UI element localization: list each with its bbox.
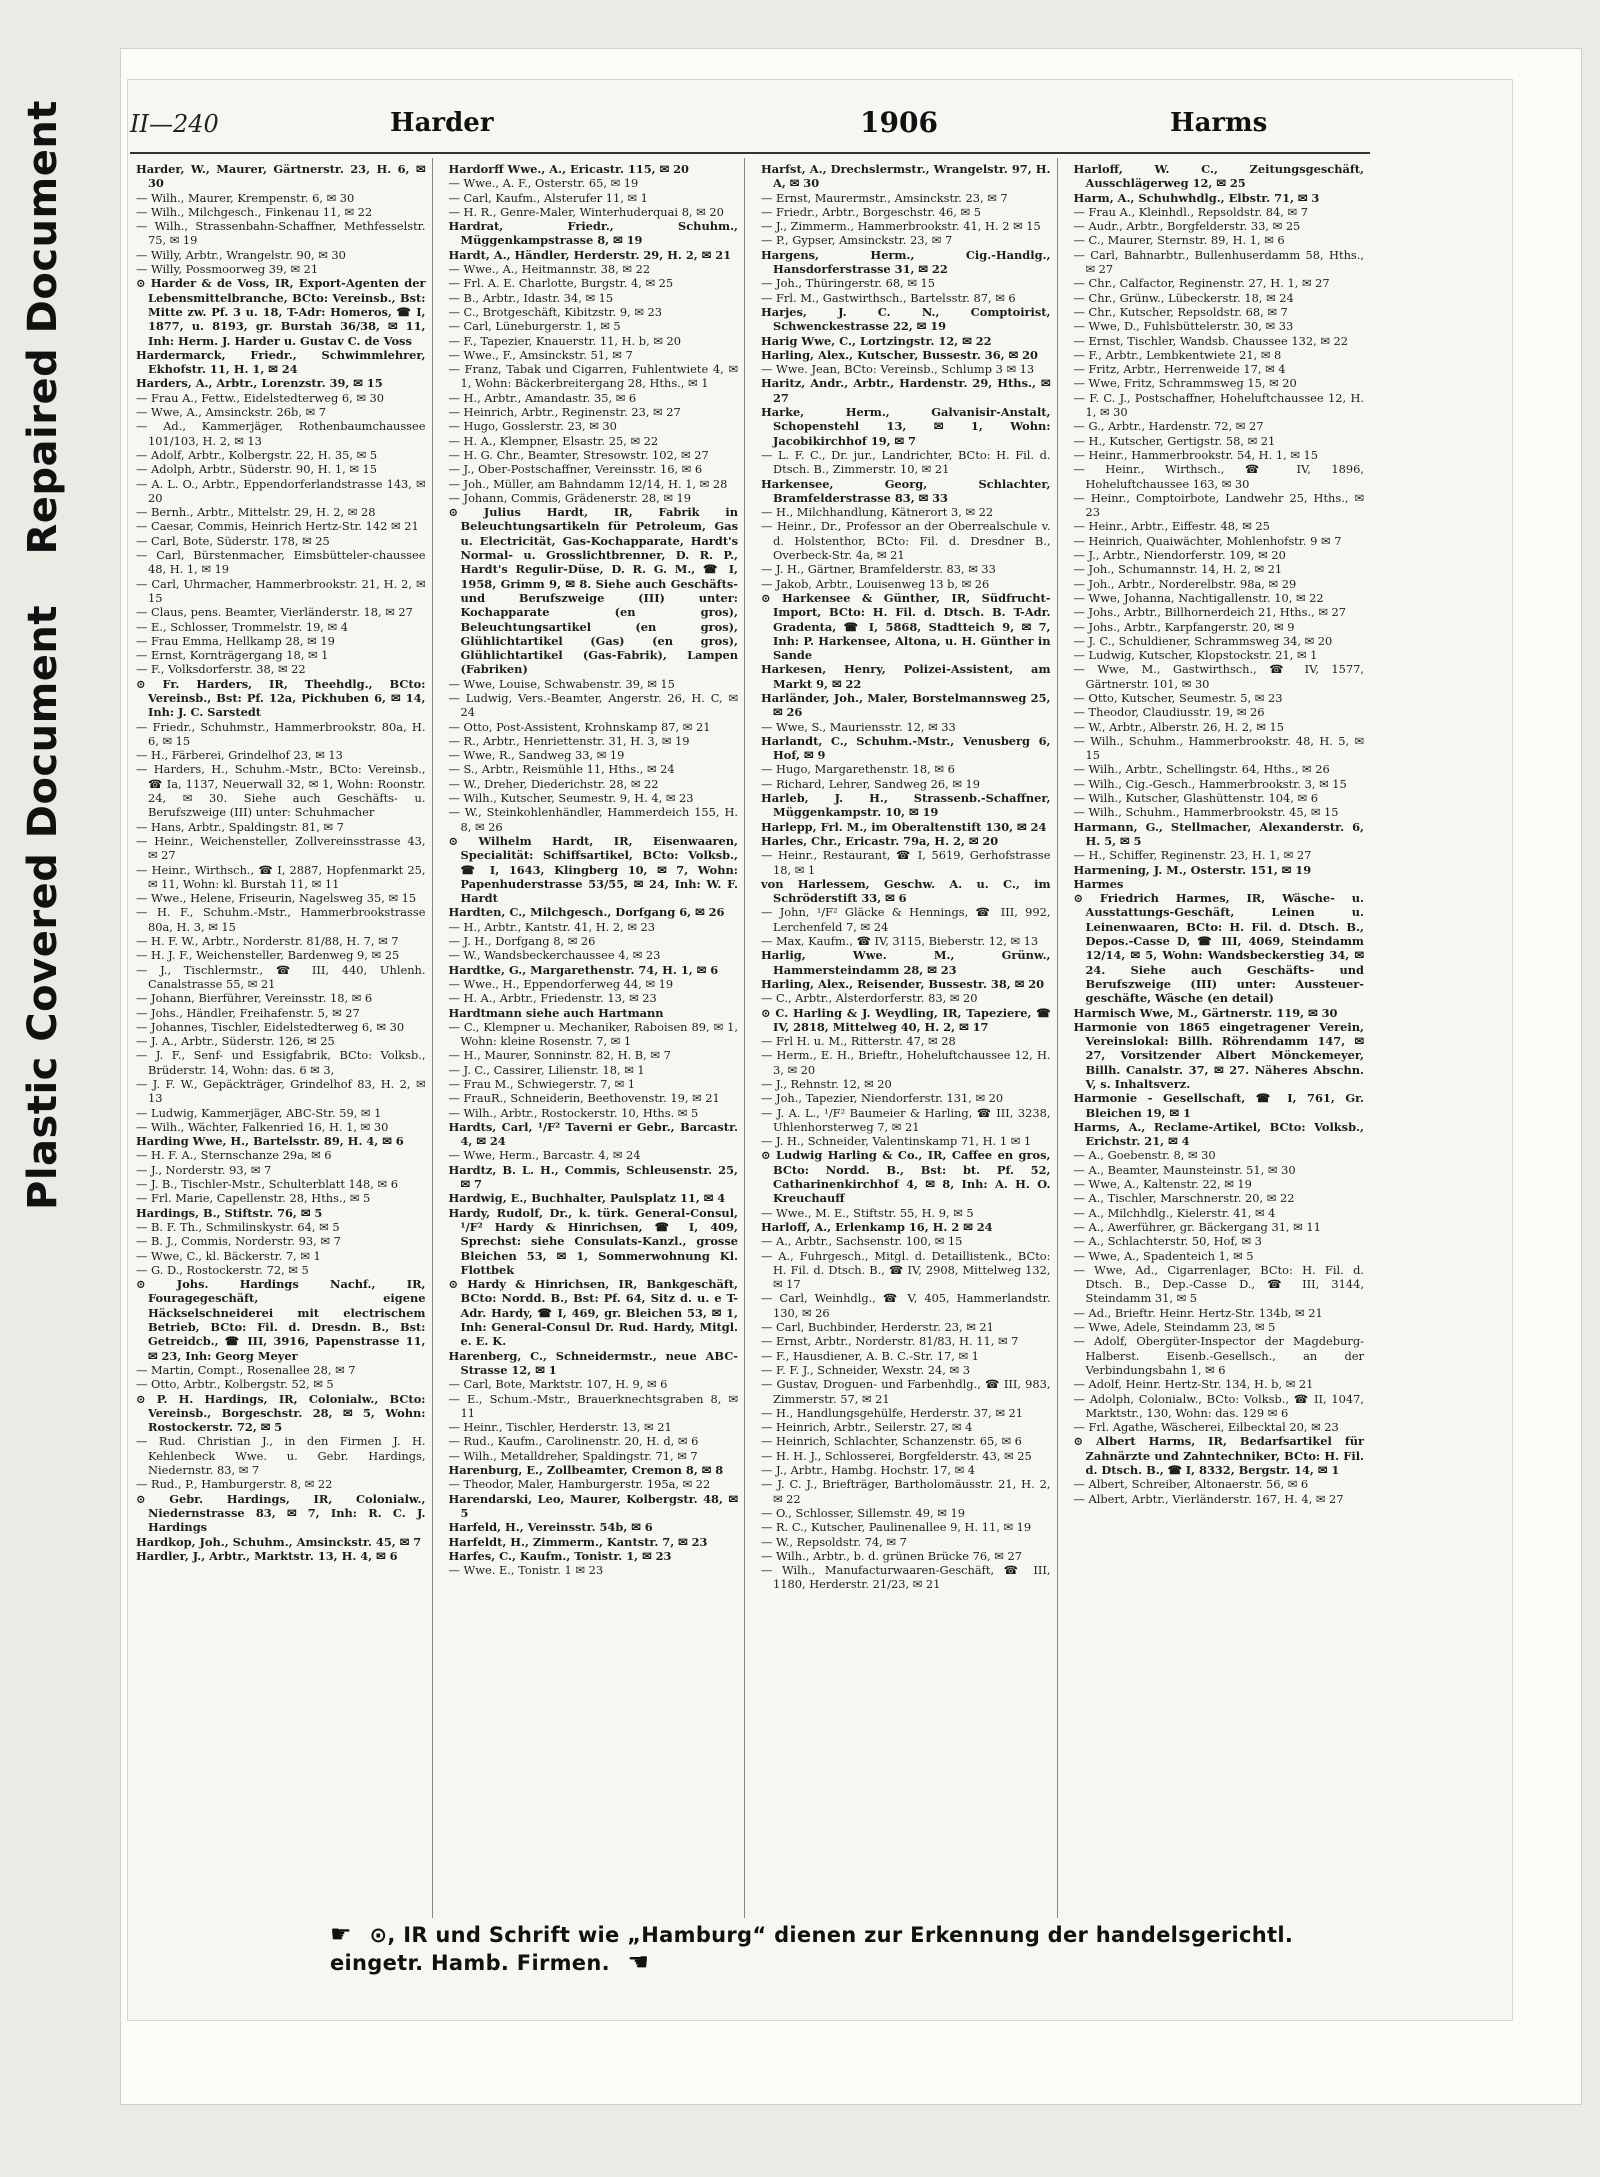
directory-entry: — Wwe., H., Eppendorferweg 44, ✉ 19	[448, 976, 674, 991]
directory-entry: — Wilh., Kutscher, Glashüttenstr. 104, ✉ 6	[1073, 791, 1318, 806]
directory-entry: — Johs., Arbtr., Karpfangerstr. 20, ✉ 9	[1073, 619, 1295, 634]
directory-entry: — H., Milchhandlung, Kätnerort 3, ✉ 22	[761, 505, 994, 520]
directory-entry: — Herm., E. H., Brieftr., Hoheluftchaussee 12, H. 3, ✉ 20	[761, 1048, 1051, 1077]
directory-entry: — J., Rehnstr. 12, ✉ 20	[761, 1077, 892, 1091]
guide-word-left: Harder	[390, 108, 494, 138]
directory-entry: — Wwe. Jean, BCto: Vereinsb., Schlump 3 ✉ 13	[761, 362, 1035, 377]
directory-entry: — Adolf, Obergüter-Inspector der Magdeburg-Halberst. Eisenb.-Gesellsch., an der Verbindungsbahn 1, ✉ 6	[1073, 1334, 1364, 1377]
directory-entry: — Wwe, C., kl. Bäckerstr. 7, ✉ 1	[136, 1248, 321, 1263]
directory-entry: Harmonie von 1865 eingetragener Verein, Vereinslokal: Billh. Röhrendamm 147, ✉ 27, Vorsitzender Albert Mönckemeyer, Billh. Canalstr. 37, ✉ 27. Näheres Abschn. V, s. Inhaltsverz.	[1073, 1019, 1364, 1091]
directory-entry: — Heinr., Weichensteller, Zollvereinsstrasse 43, ✉ 27	[136, 833, 426, 863]
directory-entry: — Joh., Schumannstr. 14, H. 2, ✉ 21	[1073, 562, 1283, 577]
directory-entry: — H., Kutscher, Gertigstr. 58, ✉ 21	[1073, 433, 1276, 448]
directory-entry: — R., Arbtr., Henriettenstr. 31, H. 3, ✉ 19	[448, 733, 690, 748]
directory-entry: — H., Schiffer, Reginenstr. 23, H. 1, ✉ 27	[1073, 848, 1312, 863]
guide-word-right: Harms	[1170, 108, 1268, 138]
directory-entry: — Wilh., Schuhm., Hammerbrookstr. 45, ✉ 15	[1073, 805, 1339, 820]
directory-entry: — Wwe, A., Spadenteich 1, ✉ 5	[1073, 1248, 1254, 1263]
directory-entry: Harig Wwe, C., Lortzingstr. 12, ✉ 22	[761, 333, 992, 348]
directory-entry: — Theodor, Maler, Hamburgerstr. 195a, ✉ 22	[448, 1477, 711, 1492]
page-number: II—240	[130, 110, 219, 138]
directory-entry: — Heinr., Comptoirbote, Landwehr 25, Hths., ✉ 23	[1073, 490, 1364, 520]
directory-entry: Hardler, J., Arbtr., Marktstr. 13, H. 4, ✉ 6	[136, 1548, 398, 1563]
directory-entry: Hardwig, E., Buchhalter, Paulsplatz 11, ✉ 4	[448, 1191, 726, 1206]
directory-entry: — Wwe., Helene, Friseurin, Nagelsweg 35, ✉ 15	[136, 891, 417, 906]
directory-entry: Harjes, J. C. N., Comptoirist, Schwenckestrasse 22, ✉ 19	[761, 304, 1051, 334]
directory-entry: — F. F. J., Schneider, Wexstr. 24, ✉ 3	[761, 1362, 970, 1377]
directory-entry: — H. A., Arbtr., Friedenstr. 13, ✉ 23	[448, 991, 657, 1006]
footer-note: ⊙, IR und Schrift wie „Hamburg“ dienen zur Erkennung der handelsgerichtl. eingetr. Hamb. Firmen.	[330, 1923, 1294, 1975]
directory-entry: — H., Maurer, Sonninstr. 82, H. B, ✉ 7	[448, 1048, 671, 1063]
directory-entry: — F., Hausdiener, A. B. C.-Str. 17, ✉ 1	[761, 1348, 979, 1363]
directory-entry: — Joh., Tapezier, Niendorferstr. 131, ✉ 20	[761, 1091, 1004, 1106]
directory-entry: Harmonie - Gesellschaft, ☎ I, 761, Gr. Bleichen 19, ✉ 1	[1073, 1091, 1364, 1120]
column-4	[1068, 158, 1371, 1918]
directory-entry: Hardt, A., Händler, Herderstr. 29, H. 2, ✉ 21	[448, 247, 732, 262]
directory-entry: — J. C., Schuldiener, Schrammsweg 34, ✉ 20	[1073, 633, 1333, 648]
directory-entry: — Ernst, Maurermstr., Amsinckstr. 23, ✉ 7	[761, 190, 1008, 205]
directory-entry: — Willy, Possmoorweg 39, ✉ 21	[136, 262, 319, 277]
directory-entry: Harmisch Wwe, M., Gärtnerstr. 119, ✉ 30	[1073, 1005, 1338, 1020]
directory-entry: Harlig, Wwe. M., Grünw., Hammersteindamm 28, ✉ 23	[761, 948, 1051, 977]
directory-entry: — Wilh., Arbtr., b. d. grünen Brücke 76, ✉ 27	[761, 1548, 1022, 1563]
directory-entry: — Heinrich, Arbtr., Seilerstr. 27, ✉ 4	[761, 1420, 973, 1435]
directory-entry: — A., Schlachterstr. 50, Hof, ✉ 3	[1073, 1234, 1262, 1249]
directory-entry: — A., Awerführer, gr. Bäckergang 31, ✉ 11	[1073, 1219, 1321, 1234]
directory-entry: — Carl, Kaufm., Alsterufer 11, ✉ 1	[448, 190, 648, 205]
directory-entry: — W., Steinkohlenhändler, Hammerdeich 155, H. 8, ✉ 26	[448, 805, 738, 834]
directory-entry: — H. A., Klempner, Elsastr. 25, ✉ 22	[448, 433, 659, 448]
directory-entry: — Wilh., Milchgesch., Finkenau 11, ✉ 22	[136, 204, 373, 219]
directory-entry: — Wilh., Manufacturwaaren-Geschäft, ☎ III, 1180, Herderstr. 21/23, ✉ 21	[761, 1563, 1051, 1592]
page-header	[130, 96, 1370, 154]
directory-entry: — Wilh., Strassenbahn-Schaffner, Methfesselstr. 75, ✉ 19	[136, 219, 426, 248]
directory-entry: Harder, W., Maurer, Gärtnerstr. 23, H. 6, ✉ 30	[136, 162, 426, 191]
directory-entry: — Frau A., Fettw., Eidelstedterweg 6, ✉ 30	[136, 390, 385, 405]
directory-entry: — Heinrich, Schlachter, Schanzenstr. 65, ✉ 6	[761, 1434, 1022, 1449]
directory-entry: ⊙ Friedrich Harmes, IR, Wäsche- u. Ausstattungs-Geschäft, Leinen u. Leinenwaaren, BCto: H. Fil. d. Dtsch. B., Depos.-Casse D, ☎ III, 4069, Steindamm 12/14, ✉ 5, Wohn: Wandsbeckerstieg 34, ✉ 24. Siehe auch Geschäfts- und Berufszweige (III) unter: Aussteuer-geschäfte, Wäsche (en detail)	[1073, 891, 1364, 1006]
directory-entry: — Wilh., Arbtr., Rostockerstr. 10, Hths. ✉ 5	[448, 1105, 699, 1120]
directory-entry: — Carl, Bahnarbtr., Bullenhuserdamm 58, Hths., ✉ 27	[1073, 247, 1364, 277]
directory-entry: — Ad., Kammerjäger, Rothenbaumchaussee 101/103, H. 2, ✉ 13	[136, 419, 426, 448]
column-1	[130, 158, 433, 1918]
directory-entry: — Carl, Buchbinder, Herderstr. 23, ✉ 21	[761, 1320, 994, 1335]
directory-entry: — Carl, Lüneburgerstr. 1, ✉ 5	[448, 319, 621, 334]
directory-entry: — Wwe. E., Tonistr. 1 ✉ 23	[448, 1563, 604, 1578]
directory-entry: — Carl, Bürstenmacher, Eimsbütteler-chaussee 48, H. 1, ✉ 19	[136, 548, 426, 577]
directory-entry: — J., Arbtr., Niendorferstr. 109, ✉ 20	[1073, 548, 1286, 563]
directory-entry: Harloff, A., Erlenkamp 16, H. 2 ✉ 24	[761, 1219, 993, 1234]
directory-entry: — O., Schlosser, Sillemstr. 49, ✉ 19	[761, 1505, 965, 1520]
column-3	[755, 158, 1058, 1918]
directory-entry: — Ad., Brieftr. Heinr. Hertz-Str. 134b, ✉ 21	[1073, 1305, 1323, 1320]
directory-entry: — Wwe, A., Kaltenstr. 22, ✉ 19	[1073, 1177, 1252, 1192]
directory-entry: — Johannes, Tischler, Eidelstedterweg 6, ✉ 30	[136, 1019, 405, 1034]
directory-entry: — W., Repsoldstr. 74, ✉ 7	[761, 1534, 907, 1549]
directory-entry: — W., Arbtr., Alberstr. 26, H. 2, ✉ 15	[1073, 719, 1284, 734]
directory-entry: Harmes	[1073, 876, 1124, 891]
side-label-repaired: Repaired Document	[20, 100, 66, 555]
directory-entry: — Johs., Arbtr., Billhornerdeich 21, Hths., ✉ 27	[1073, 605, 1346, 620]
side-label-plastic: Plastic Covered Document	[20, 604, 66, 1210]
directory-entry: ⊙ Harkensee & Günther, IR, Südfrucht-Import, BCto: H. Fil. d. Dtsch. B. T-Adr. Gradenta, ☎ I, 5868, Stadtteich 9, ✉ 7, Inh: P. Harkensee, Altona, u. H. Günther in Sande	[761, 590, 1051, 663]
directory-entry: ⊙ Julius Hardt, IR, Fabrik in Beleuchtungsartikeln für Petroleum, Gas u. Electricität, Gas-Kochapparate, Hardt's Normal- u. Grosslichtbrenner, D. R. P., Hardt's Regulir-Düse, D. R. G. M., ☎ I, 1958, Grimm 9, ✉ 8. Siehe auch Geschäfts- und Berufszweige (III) unter: Kochapparate (en gros), Beleuchtungsartikel (en gros), Glühlichtartikel (Gas) (en gros), Glühlichtartikel (Gas-Fabrik), Lampen (Fabriken)	[448, 505, 738, 677]
directory-entry: Harmening, J. M., Osterstr. 151, ✉ 19	[1073, 862, 1312, 877]
page-footer	[330, 1920, 1380, 1976]
directory-entry: — A., Milchhdlg., Kielerstr. 41, ✉ 4	[1073, 1205, 1276, 1220]
directory-entry: — Chr., Calfactor, Reginenstr. 27, H. 1, ✉ 27	[1073, 276, 1330, 291]
directory-entry: — E., Schum.-Mstr., Brauerknechtsgraben 8, ✉ 11	[448, 1391, 738, 1420]
directory-entry: — A., Arbtr., Sachsenstr. 100, ✉ 15	[761, 1234, 963, 1249]
pointing-hand-right-icon: ☚	[627, 1948, 650, 1976]
directory-entry: — Adolph, Arbtr., Süderstr. 90, H. 1, ✉ 15	[136, 462, 378, 477]
column-2	[443, 158, 746, 1918]
directory-entry: — Friedr., Schuhmstr., Hammerbrookstr. 80a, H. 6, ✉ 15	[136, 719, 426, 748]
directory-entry: von Harlessem, Geschw. A. u. C., im Schröderstift 33, ✉ 6	[761, 876, 1051, 906]
directory-entry: — J. F., Senf- und Essigfabrik, BCto: Volksb., Brüderstr. 14, Wohn: das. 6 ✉ 3,	[136, 1048, 426, 1077]
directory-entry: — Wwe, R., Sandweg 33, ✉ 19	[448, 748, 625, 763]
directory-entry: — Wwe, Adele, Steindamm 23, ✉ 5	[1073, 1320, 1276, 1335]
directory-entry: — Wwe, D., Fuhlsbüttelerstr. 30, ✉ 33	[1073, 319, 1294, 334]
directory-entry: — H. J. F., Weichensteller, Bardenweg 9, ✉ 25	[136, 948, 400, 963]
directory-entry: — Franz, Tabak und Cigarren, Fuhlentwiete 4, ✉ 1, Wohn: Bäckerbreitergang 28, Hths., ✉ 1	[448, 362, 738, 391]
directory-entry: — H. G. Chr., Beamter, Stresowstr. 102, ✉ 27	[448, 447, 709, 462]
directory-entry: — Heinrich, Quaiwächter, Mohlenhofstr. 9 ✉ 7	[1073, 533, 1342, 548]
directory-entry: — Willy, Arbtr., Wrangelstr. 90, ✉ 30	[136, 247, 346, 262]
directory-entry: Harders, A., Arbtr., Lorenzstr. 39, ✉ 15	[136, 376, 383, 391]
directory-entry: — Wwe., A., Heitmannstr. 38, ✉ 22	[448, 262, 651, 277]
directory-entry: — Friedr., Arbtr., Borgeschstr. 46, ✉ 5	[761, 204, 981, 219]
directory-entry: Hardten, C., Milchgesch., Dorfgang 6, ✉ 26	[448, 905, 725, 920]
directory-entry: — J. H., Gärtner, Bramfelderstr. 83, ✉ 33	[761, 562, 996, 577]
directory-entry: Hardtz, B. L. H., Commis, Schleusenstr. 25, ✉ 7	[448, 1162, 738, 1192]
directory-entry: — J., Norderstr. 93, ✉ 7	[136, 1162, 272, 1177]
directory-entry: — Chr., Grünw., Lübeckerstr. 18, ✉ 24	[1073, 290, 1294, 305]
directory-entry: — Adolf, Arbtr., Kolbergstr. 22, H. 35, ✉ 5	[136, 447, 378, 462]
directory-entry: — Audr., Arbtr., Borgfelderstr. 33, ✉ 25	[1073, 219, 1301, 234]
side-label	[20, 100, 100, 1230]
directory-entry: — Hugo, Margarethenstr. 18, ✉ 6	[761, 762, 955, 777]
directory-entry: — Wwe., A. F., Osterstr. 65, ✉ 19	[448, 176, 639, 191]
directory-entry: Hardrat, Friedr., Schuhm., Müggenkampstrasse 8, ✉ 19	[448, 219, 738, 248]
directory-entry: — Wwe, M., Gastwirthsch., ☎ IV, 1577, Gärtnerstr. 101, ✉ 30	[1073, 662, 1364, 691]
directory-entry: — J., Ober-Postschaffner, Vereinsstr. 16, ✉ 6	[448, 462, 703, 477]
directory-entry: Harlandt, C., Schuhm.-Mstr., Venusberg 6, Hof, ✉ 9	[761, 733, 1051, 763]
directory-entry: — Johann, Bierführer, Vereinsstr. 18, ✉ 6	[136, 991, 373, 1006]
year: 1906	[860, 106, 938, 139]
directory-entry: — Heinrich, Arbtr., Reginenstr. 23, ✉ 27	[448, 405, 681, 420]
directory-entry: Harleb, J. H., Strassenb.-Schaffner, Müggenkampstr. 10, ✉ 19	[761, 791, 1051, 820]
directory-entry: — Fritz, Arbtr., Herrenweide 17, ✉ 4	[1073, 362, 1286, 377]
directory-entry: — B., Arbtr., Idastr. 34, ✉ 15	[448, 290, 614, 305]
directory-entry: — Adolph, Colonialw., BCto: Volksb., ☎ II, 1047, Marktstr., 130, Wohn: das. 129 ✉ 6	[1073, 1391, 1364, 1420]
directory-entry: — G. D., Rostockerstr. 72, ✉ 5	[136, 1262, 309, 1277]
directory-entry: — Max, Kaufm., ☎ IV, 3115, Bieberstr. 12, ✉ 13	[761, 934, 1039, 949]
directory-entry: — J. C., Cassirer, Lilienstr. 18, ✉ 1	[448, 1062, 645, 1077]
directory-entry: — Ernst, Kornträgergang 18, ✉ 1	[136, 648, 329, 663]
directory-entry: ⊙ C. Harling & J. Weydling, IR, Tapeziere, ☎ IV, 2818, Mittelweg 40, H. 2, ✉ 17	[761, 1005, 1051, 1034]
directory-entry: — Albert, Arbtr., Vierländerstr. 167, H. 4, ✉ 27	[1073, 1491, 1344, 1506]
directory-entry: — Caesar, Commis, Heinrich Hertz-Str. 142 ✉ 21	[136, 519, 419, 534]
directory-entry: ⊙ Fr. Harders, IR, Theehdlg., BCto: Vereinsb., Bst: Pf. 12a, Pickhuben 6, ✉ 14, Inh: J. C. Sarstedt	[136, 676, 426, 720]
directory-entry: — Chr., Kutscher, Repsoldstr. 68, ✉ 7	[1073, 304, 1288, 319]
directory-entry: ⊙ Albert Harms, IR, Bedarfsartikel für Zahnärzte und Zahntechniker, BCto: H. Fil. d. Dtsch. B., ☎ I, 8332, Bergstr. 14, ✉ 1	[1073, 1434, 1364, 1478]
directory-entry: — Frau Emma, Hellkamp 28, ✉ 19	[136, 633, 335, 648]
directory-entry: — C., Brotgeschäft, Kibitzstr. 9, ✉ 23	[448, 304, 663, 319]
directory-entry: — J. A. L., ¹/F² Baumeier & Harling, ☎ III, 3238, Uhlenhorsterweg 7, ✉ 21	[761, 1105, 1051, 1134]
directory-entry: Harfeld, H., Vereinsstr. 54b, ✉ 6	[448, 1520, 653, 1535]
directory-entry: — P., Gypser, Amsinckstr. 23, ✉ 7	[761, 233, 953, 248]
directory-entry: ⊙ Ludwig Harling & Co., IR, Caffee en gros, BCto: Nordd. B., Bst: bt. Pf. 52, Catharinenkirchhof 4, ✉ 8, Inh: A. H. O. Kreuchauff	[761, 1148, 1051, 1206]
directory-entry: — Frl. M., Gastwirthsch., Bartelsstr. 87, ✉ 6	[761, 290, 1016, 305]
directory-entry: Hardy, Rudolf, Dr., k. türk. General-Consul, ¹/F² Hardy & Hinrichsen, ☎ I, 409, Sprechst: siehe Consulats-Kanzl., grosse Bleichen 53, ✉ 1, Sommerwohnung Kl. Flottbek	[448, 1205, 738, 1277]
directory-entry: — F., Arbtr., Lembkentwiete 21, ✉ 8	[1073, 347, 1282, 362]
directory-entry: — Harders, H., Schuhm.-Mstr., BCto: Vereinsb., ☎ Ia, 1137, Neuerwall 32, ✉ 1, Wohn: Roonstr. 24, ✉ 30. Siehe auch Geschäfts- u. Berufszweige (III) unter: Schuhmacher	[136, 762, 426, 820]
directory-entry: — Jakob, Arbtr., Louisenweg 13 b, ✉ 26	[761, 576, 990, 591]
directory-entry: — Ludwig, Kutscher, Klopstockstr. 21, ✉ 1	[1073, 648, 1318, 663]
directory-entry: — Hugo, Gosslerstr. 23, ✉ 30	[448, 419, 617, 434]
directory-entry: Harfes, C., Kaufm., Tonistr. 1, ✉ 23	[448, 1548, 672, 1563]
directory-entry: — Wilh., Maurer, Krempenstr. 6, ✉ 30	[136, 190, 355, 205]
directory-entry: — Joh., Arbtr., Norderelbstr. 98a, ✉ 29	[1073, 576, 1297, 591]
directory-entry: — Ernst, Tischler, Wandsb. Chaussee 132, ✉ 22	[1073, 333, 1349, 348]
directory-entry: — G., Arbtr., Hardenstr. 72, ✉ 27	[1073, 419, 1264, 434]
directory-entry: Harling, Alex., Reisender, Bussestr. 38, ✉ 20	[761, 976, 1045, 991]
directory-entry: — Heinr., Tischler, Herderstr. 13, ✉ 21	[448, 1420, 672, 1435]
directory-entry: Harles, Chr., Ericastr. 79a, H. 2, ✉ 20	[761, 833, 999, 848]
directory-entry: — Joh., Thüringerstr. 68, ✉ 15	[761, 276, 936, 291]
directory-entry: Hardings, B., Stiftstr. 76, ✉ 5	[136, 1205, 323, 1220]
directory-entry: — B. F. Th., Schmilinskystr. 64, ✉ 5	[136, 1219, 340, 1234]
directory-entry: — Martin, Compt., Rosenallee 28, ✉ 7	[136, 1362, 356, 1377]
directory-entry: Harkensee, Georg, Schlachter, Bramfelderstrasse 83, ✉ 33	[761, 476, 1051, 505]
directory-entry: Harländer, Joh., Maler, Borstelmannsweg 25, ✉ 26	[761, 690, 1051, 720]
directory-entry: — H. R., Genre-Maler, Winterhuderquai 8, ✉ 20	[448, 204, 724, 219]
directory-entry: ⊙ Johs. Hardings Nachf., IR, Fouragegeschäft, eigene Häckselschneiderei mit electrischem Betrieb, BCto: Fil. d. Dresdn. B., Bst: Getreidcb., ☎ III, 3916, Papenstrasse 11, ✉ 23, Inh: Georg Meyer	[136, 1277, 426, 1363]
directory-entry: — Wilh., Metalldreher, Spaldingstr. 71, ✉ 7	[448, 1448, 698, 1463]
directory-entry: — Claus, pens. Beamter, Vierländerstr. 18, ✉ 27	[136, 605, 413, 620]
directory-entry: — Rud., Kaufm., Carolinenstr. 20, H. d, ✉ 6	[448, 1434, 699, 1449]
directory-entry: — H., Färberei, Grindelhof 23, ✉ 13	[136, 748, 343, 763]
directory-entry: — Otto, Kutscher, Seumestr. 5, ✉ 23	[1073, 690, 1283, 705]
directory-entry: — W., Wandsbeckerchaussee 4, ✉ 23	[448, 948, 661, 963]
directory-entry: — H. H. J., Schlosserei, Borgfelderstr. 43, ✉ 25	[761, 1448, 1032, 1463]
directory-entry: — Wilh., Schuhm., Hammerbrookstr. 48, H. 5, ✉ 15	[1073, 733, 1364, 763]
directory-entry: — C., Maurer, Sternstr. 89, H. 1, ✉ 6	[1073, 233, 1285, 248]
directory-entry: — Wilh., Kutscher, Seumestr. 9, H. 4, ✉ 23	[448, 791, 694, 806]
directory-entry: — L. F. C., Dr. jur., Landrichter, BCto: H. Fil. d. Dtsch. B., Zimmerstr. 10, ✉ 21	[761, 447, 1051, 477]
directory-entry: — A., Tischler, Marschnerstr. 20, ✉ 22	[1073, 1191, 1295, 1206]
directory-entry: Hardkop, Joh., Schuhm., Amsinckstr. 45, ✉ 7	[136, 1534, 422, 1549]
directory-entry: — H., Handlungsgehülfe, Herderstr. 37, ✉ 21	[761, 1405, 1024, 1420]
directory-entry: — Wwe, S., Mauriensstr. 12, ✉ 33	[761, 719, 956, 734]
directory-entry: — F. C. J., Postschaffner, Hoheluftchaussee 12, H. 1, ✉ 30	[1073, 390, 1364, 420]
directory-entry: — Albert, Schreiber, Altonaerstr. 56, ✉ 6	[1073, 1477, 1309, 1492]
directory-entry: — B. J., Commis, Norderstr. 93, ✉ 7	[136, 1234, 341, 1249]
directory-entry: — Frl. A. E. Charlotte, Burgstr. 4, ✉ 25	[448, 276, 674, 291]
directory-entry: — J., Arbtr., Hambg. Hochstr. 17, ✉ 4	[761, 1463, 976, 1478]
directory-entry: — Joh., Müller, am Bahndamm 12/14, H. 1, ✉ 28	[448, 476, 728, 491]
directory-entry: — Frl. Agathe, Wäscherei, Eilbecktal 20, ✉ 23	[1073, 1420, 1339, 1435]
directory-entry: — Heinr., Hammerbrookstr. 54, H. 1, ✉ 15	[1073, 447, 1319, 462]
directory-entry: — Gustav, Droguen- und Farbenhdlg., ☎ III, 983, Zimmerstr. 57, ✉ 21	[761, 1377, 1051, 1406]
directory-entry: Harfst, A., Drechslermstr., Wrangelstr. 97, H. A, ✉ 30	[761, 162, 1051, 191]
directory-entry: Hardts, Carl, ¹/F² Taverni er Gebr., Barcastr. 4, ✉ 24	[448, 1119, 738, 1149]
directory-entry: — Frau M., Schwiegerstr. 7, ✉ 1	[448, 1077, 636, 1091]
directory-entry: — F., Volksdorferstr. 38, ✉ 22	[136, 662, 306, 677]
directory-entry: — J. H., Schneider, Valentinskamp 71, H. 1 ✉ 1	[761, 1134, 1032, 1149]
directory-entry: — J. A., Arbtr., Süderstr. 126, ✉ 25	[136, 1034, 335, 1049]
directory-entry: — Wwe, Herm., Barcastr. 4, ✉ 24	[448, 1148, 641, 1163]
directory-entry: — J. H., Dorfgang 8, ✉ 26	[448, 934, 596, 949]
directory-entry: Haritz, Andr., Arbtr., Hardenstr. 29, Hths., ✉ 27	[761, 376, 1051, 405]
directory-entry: — Ludwig, Vers.-Beamter, Angerstr. 26, H. C, ✉ 24	[448, 690, 738, 720]
directory-entry: — Wwe, Ad., Cigarrenlager, BCto: H. Fil. d. Dtsch. B., Dep.-Casse D., ☎ III, 3144, Steindamm 31, ✉ 5	[1073, 1262, 1364, 1306]
directory-entry: ⊙ P. H. Hardings, IR, Colonialw., BCto: Vereinsb., Borgeschstr. 28, ✉ 5, Wohn: Rostockerstr. 72, ✉ 5	[136, 1391, 426, 1435]
directory-entry: — H., Arbtr., Kantstr. 41, H. 2, ✉ 23	[448, 919, 656, 934]
directory-entry: — H. F., Schuhm.-Mstr., Hammerbrookstrasse 80a, H. 3, ✉ 15	[136, 905, 426, 934]
directory-entry: — Heinr., Dr., Professor an der Oberrealschule v. d. Holstenthor, BCto: Fil. d. Dresdner B., Overbeck-Str. 4a, ✉ 21	[761, 519, 1051, 563]
directory-entry: Harmann, G., Stellmacher, Alexanderstr. 6, H. 5, ✉ 5	[1073, 819, 1364, 848]
directory-entry: — F., Tapezier, Knauerstr. 11, H. b, ✉ 20	[448, 333, 681, 348]
directory-entry: Harkesen, Henry, Polizei-Assistent, am Markt 9, ✉ 22	[761, 662, 1051, 691]
directory-entry: — Wilh., Wächter, Falkenried 16, H. 1, ✉ 30	[136, 1119, 389, 1134]
pointing-hand-left-icon: ☛	[330, 1920, 352, 1948]
directory-entry: Harenberg, C., Schneidermstr., neue ABC-Strasse 12, ✉ 1	[448, 1348, 738, 1377]
directory-entry: ⊙ Wilhelm Hardt, IR, Eisenwaaren, Specialität: Schiffsartikel, BCto: Volksb., ☎ I, 1643, Klingberg 10, ✉ 7, Wohn: Papenhuderstrasse 53/55, ✉ 24, Inh: W. F. Hardt	[448, 833, 738, 906]
directory-entry: — Wwe, A., Amsinckstr. 26b, ✉ 7	[136, 405, 326, 420]
directory-entry: — A., Beamter, Maunsteinstr. 51, ✉ 30	[1073, 1162, 1296, 1177]
directory-entry: — C., Arbtr., Alsterdorferstr. 83, ✉ 20	[761, 991, 978, 1006]
directory-entry: Harling, Alex., Kutscher, Bussestr. 36, ✉ 20	[761, 347, 1038, 362]
directory-columns	[130, 158, 1370, 1918]
directory-entry: — A., Goebenstr. 8, ✉ 30	[1073, 1148, 1216, 1163]
directory-entry: — A. L. O., Arbtr., Eppendorferlandstrasse 143, ✉ 20	[136, 476, 426, 505]
directory-entry: — Johs., Händler, Freihafenstr. 5, ✉ 27	[136, 1005, 360, 1020]
directory-entry: — H. F. A., Sternschanze 29a, ✉ 6	[136, 1148, 332, 1163]
directory-entry: — Bernh., Arbtr., Mittelstr. 29, H. 2, ✉ 28	[136, 505, 376, 520]
directory-entry: ⊙ Harder & de Voss, IR, Export-Agenten der Lebensmittelbranche, BCto: Vereinsb., Bst: Mitte zw. Pf. 3 u. 18, T-Adr: Homeros, ☎ I, 1877, u. 8193, gr. Burstah 36/38, ✉ 11, Inh: Herm. J. Harder u. Gustav C. de Voss	[136, 276, 426, 348]
directory-entry: — J. F. W., Gepäckträger, Grindelhof 83, H. 2, ✉ 13	[136, 1077, 426, 1106]
directory-entry: — Wilh., Cig.-Gesch., Hammerbrookstr. 3, ✉ 15	[1073, 776, 1347, 791]
directory-entry: ⊙ Gebr. Hardings, IR, Colonialw., Niedernstrasse 83, ✉ 7, Inh: R. C. J. Hardings	[136, 1491, 426, 1535]
directory-entry: — W., Dreher, Diederichstr. 28, ✉ 22	[448, 776, 659, 791]
directory-entry: — Wilh., Arbtr., Schellingstr. 64, Hths., ✉ 26	[1073, 762, 1330, 777]
directory-entry: — Wwe., M. E., Stiftstr. 55, H. 9, ✉ 5	[761, 1205, 974, 1220]
directory-entry: — Adolf, Heinr. Hertz-Str. 134, H. b, ✉ 21	[1073, 1377, 1314, 1392]
directory-entry: — A., Fuhrgesch., Mitgl. d. Detaillistenk., BCto: H. Fil. d. Dtsch. B., ☎ IV, 2908, Mittelweg 132, ✉ 17	[761, 1248, 1051, 1292]
directory-entry: — J., Zimmerm., Hammerbrookstr. 41, H. 2 ✉ 15	[761, 219, 1041, 234]
directory-entry: — H., Arbtr., Amandastr. 35, ✉ 6	[448, 390, 637, 405]
directory-entry: Hardtke, G., Margarethenstr. 74, H. 1, ✉ 6	[448, 962, 719, 977]
directory-entry: Harfeldt, H., Zimmerm., Kantstr. 7, ✉ 23	[448, 1534, 708, 1549]
directory-entry: Harenburg, E., Zollbeamter, Cremon 8, ✉ 8	[448, 1463, 724, 1478]
directory-entry: — Carl, Uhrmacher, Hammerbrookstr. 21, H. 2, ✉ 15	[136, 576, 426, 605]
directory-entry: Harendarski, Leo, Maurer, Kolbergstr. 48, ✉ 5	[448, 1491, 738, 1520]
directory-entry: ⊙ Hardy & Hinrichsen, IR, Bankgeschäft, BCto: Nordd. B., Bst: Pf. 64, Sitz d. u. e T-Adr. Hardy, ☎ I, 469, gr. Bleichen 53, ✉ 1, Inh: General-Consul Dr. Rud. Hardy, Mitgl. e. E. K.	[448, 1277, 738, 1349]
directory-entry: — Johann, Commis, Grädenerstr. 28, ✉ 19	[448, 490, 692, 505]
directory-entry: — Ernst, Arbtr., Norderstr. 81/83, H. 11, ✉ 7	[761, 1334, 1019, 1349]
directory-entry: — Carl, Weinhdlg., ☎ V, 405, Hammerlandstr. 130, ✉ 26	[761, 1291, 1051, 1320]
directory-entry: Hardermarck, Friedr., Schwimmlehrer, Ekhofstr. 11, H. 1, ✉ 24	[136, 347, 426, 377]
directory-entry: — Theodor, Claudiusstr. 19, ✉ 26	[1073, 705, 1265, 720]
directory-entry: — J., Tischlermstr., ☎ III, 440, Uhlenh. Canalstrasse 55, ✉ 21	[136, 962, 426, 991]
directory-entry: — Heinr., Wirthsch., ☎ IV, 1896, Hoheluftchaussee 163, ✉ 30	[1073, 462, 1364, 491]
directory-entry: — Wwe, Fritz, Schrammsweg 15, ✉ 20	[1073, 376, 1297, 391]
directory-entry: — E., Schlosser, Trommelstr. 19, ✉ 4	[136, 619, 348, 634]
directory-entry: — S., Arbtr., Reismühle 11, Hths., ✉ 24	[448, 762, 675, 777]
directory-entry: — J. B., Tischler-Mstr., Schulterblatt 148, ✉ 6	[136, 1177, 398, 1192]
directory-entry: — Wwe., F., Amsinckstr. 51, ✉ 7	[448, 347, 633, 362]
directory-entry: — J. C. J., Briefträger, Bartholomäusstr. 21, H. 2, ✉ 22	[761, 1477, 1051, 1506]
directory-entry: — Carl, Bote, Marktstr. 107, H. 9, ✉ 6	[448, 1377, 668, 1392]
directory-entry: Harloff, W. C., Zeitungsgeschäft, Ausschlägerweg 12, ✉ 25	[1073, 162, 1364, 191]
directory-entry: — John, ¹/F² Gläcke & Hennings, ☎ III, 992, Lerchenfeld 7, ✉ 24	[761, 905, 1051, 934]
directory-entry: — Richard, Lehrer, Sandweg 26, ✉ 19	[761, 776, 980, 791]
directory-entry: Harms, A., Reclame-Artikel, BCto: Volksb., Erichstr. 21, ✉ 4	[1073, 1119, 1364, 1149]
directory-entry: — R. C., Kutscher, Paulinenallee 9, H. 11, ✉ 19	[761, 1520, 1032, 1535]
directory-entry: — Rud., P., Hamburgerstr. 8, ✉ 22	[136, 1477, 333, 1492]
directory-entry: — Heinr., Restaurant, ☎ I, 5619, Gerhofstrasse 18, ✉ 1	[761, 848, 1051, 877]
directory-entry: — Frl. Marie, Capellenstr. 28, Hths., ✉ 5	[136, 1191, 371, 1206]
directory-entry: — Ludwig, Kammerjäger, ABC-Str. 59, ✉ 1	[136, 1105, 382, 1120]
directory-entry: Harm, A., Schuhwhdlg., Elbstr. 71, ✉ 3	[1073, 190, 1320, 205]
directory-entry: — Heinr., Wirthsch., ☎ I, 2887, Hopfenmarkt 25, ✉ 11, Wohn: kl. Burstah 11, ✉ 11	[136, 862, 426, 891]
directory-entry: Hardtmann siehe auch Hartmann	[448, 1005, 664, 1020]
directory-entry: — Otto, Arbtr., Kolbergstr. 52, ✉ 5	[136, 1377, 334, 1392]
directory-entry: — Heinr., Arbtr., Eiffestr. 48, ✉ 25	[1073, 519, 1270, 534]
directory-entry: Hardorff Wwe., A., Ericastr. 115, ✉ 20	[448, 162, 689, 176]
directory-entry: — H. F. W., Arbtr., Norderstr. 81/88, H. 7, ✉ 7	[136, 934, 399, 949]
directory-entry: Harding Wwe, H., Bartelsstr. 89, H. 4, ✉ 6	[136, 1134, 404, 1149]
directory-entry: — Carl, Bote, Süderstr. 178, ✉ 25	[136, 533, 330, 548]
directory-entry: — FrauR., Schneiderin, Beethovenstr. 19, ✉ 21	[448, 1091, 720, 1106]
directory-entry: — Frau A., Kleinhdl., Repsoldstr. 84, ✉ 7	[1073, 204, 1308, 219]
directory-entry: Hargens, Herm., Cig.-Handlg., Hansdorferstrasse 31, ✉ 22	[761, 247, 1051, 277]
directory-entry: — Wwe, Johanna, Nachtigallenstr. 10, ✉ 22	[1073, 590, 1324, 605]
directory-entry: Harke, Herm., Galvanisir-Anstalt, Schopenstehl 13, ✉ 1, Wohn: Jacobikirchhof 19, ✉ 7	[761, 405, 1051, 448]
directory-entry: — C., Klempner u. Mechaniker, Raboisen 89, ✉ 1, Wohn: kleine Rosenstr. 7, ✉ 1	[448, 1019, 738, 1049]
directory-entry: — Rud. Christian J., in den Firmen J. H. Kehlenbeck Wwe. u. Gebr. Hardings, Niedernstr. 83, ✉ 7	[136, 1434, 426, 1478]
directory-entry: — Frl H. u. M., Ritterstr. 47, ✉ 28	[761, 1034, 956, 1049]
directory-entry: Harlepp, Frl. M., im Oberaltenstift 130, ✉ 24	[761, 819, 1047, 834]
directory-entry: — Hans, Arbtr., Spaldingstr. 81, ✉ 7	[136, 819, 344, 834]
directory-entry: — Wwe, Louise, Schwabenstr. 39, ✉ 15	[448, 676, 675, 691]
directory-entry: — Otto, Post-Assistent, Krohnskamp 87, ✉ 21	[448, 719, 711, 734]
